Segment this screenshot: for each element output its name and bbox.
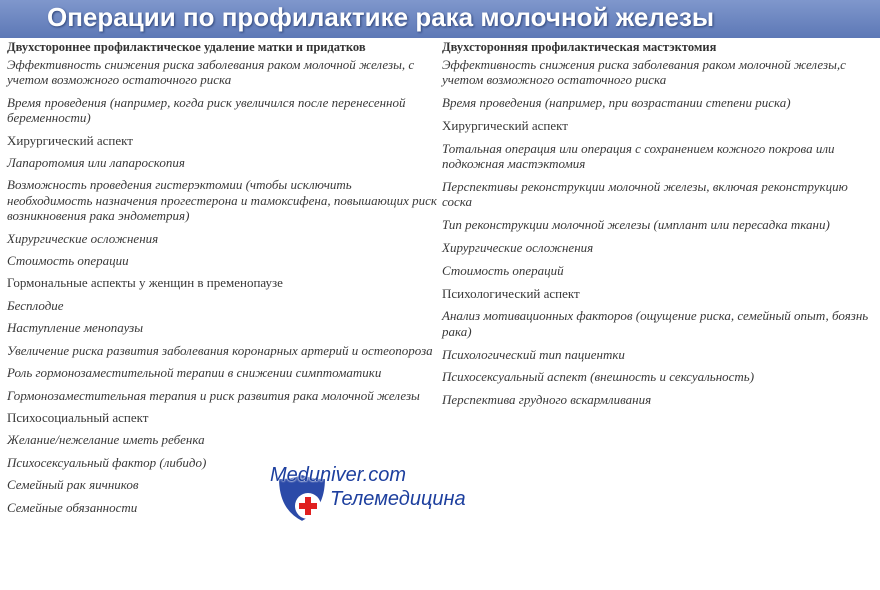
list-item: Лапаротомия или лапароскопия: [7, 155, 185, 171]
list-item: Психосексуальный аспект (внешность и сексуальность): [442, 369, 755, 385]
list-item: Время проведения (например, когда риск увеличился после перенесенной беременности): [7, 94, 406, 126]
list-item: Психосоциальный аспект: [7, 409, 149, 425]
title-banner: [0, 0, 880, 38]
list-item: Увеличение риска развития заболевания коронарных артерий и остеопороза: [7, 342, 433, 358]
watermark-site-name: Meduniver.com: [270, 464, 406, 486]
left-items-list: [7, 57, 439, 515]
list-item: Хирургические осложнения: [7, 230, 159, 246]
list-item: Психологический тип пациентки: [442, 346, 625, 362]
list-item: Роль гормонозаместительной терапии в снижении симптоматики: [7, 365, 382, 381]
list-item: Гормонозаместительная терапия и риск развития рака молочной железы: [7, 387, 420, 403]
hysterectomy-column: [7, 40, 439, 522]
list-item: Тип реконструкции молочной железы (имплант или пересадка ткани): [442, 217, 830, 233]
watermark-logo: [270, 462, 480, 524]
list-item: Хирургический аспект: [7, 132, 133, 148]
list-item: Гормональные аспекты у женщин в пременопаузе: [7, 275, 283, 291]
list-item: Возможность проведения гистерэктомии (чтобы исключить необходимость назначения прогестерона и тамоксифена, повышающих риск возникновения рака эндометрия): [7, 177, 437, 224]
page-title: Операции по профилактике рака молочной железы: [47, 2, 715, 32]
list-item: Стоимость операций: [442, 262, 564, 278]
right-items-list: [442, 57, 880, 408]
list-item: Хирургический аспект: [442, 118, 568, 133]
left-column-heading: Двухстороннее профилактическое удаление матки и придатков: [7, 40, 366, 54]
list-item: Семейный рак яичников: [7, 477, 139, 493]
list-item: Хирургические осложнения: [442, 240, 594, 255]
list-item: Эффективность снижения риска заболевания раком молочной железы,с учетом возможного остаточного риска: [442, 57, 846, 88]
list-item: Бесплодие: [7, 297, 64, 313]
list-item: Анализ мотивационных факторов (ощущение риска, семейный опыт, боязнь рака): [442, 308, 869, 339]
list-item: Стоимость операции: [7, 253, 129, 269]
list-item: Психосексуальный фактор (либидо): [7, 454, 207, 470]
list-item: Эффективность снижения риска заболевания раком молочной железы, с учетом возможного остаточного риска: [7, 57, 415, 88]
list-item: Психологический аспект: [442, 285, 580, 301]
list-item: Желание/нежелание иметь ребенка: [7, 432, 205, 448]
mastectomy-column: [442, 40, 880, 415]
list-item: Время проведения (например, при возрастании степени риска): [442, 95, 791, 111]
list-item: Перспектива грудного вскармливания: [442, 392, 652, 408]
list-item: Перспективы реконструкции молочной железы, включая реконструкцию соска: [442, 179, 848, 210]
watermark-tagline: Телемедицина: [330, 488, 466, 510]
list-item: Тотальная операция или операция с сохранением кожного покрова или подкожная мастэктомия: [442, 140, 835, 172]
list-item: Семейные обязанности: [7, 499, 138, 515]
right-column-heading: Двухсторонняя профилактическая мастэктомия: [442, 40, 717, 54]
list-item: Наступление менопаузы: [7, 320, 144, 336]
